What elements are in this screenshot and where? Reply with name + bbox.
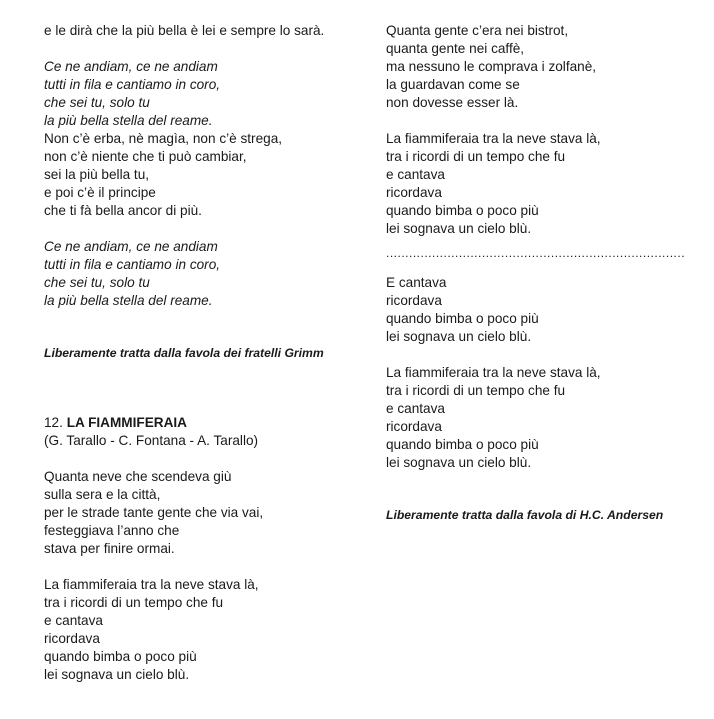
stanza-2: [386, 130, 696, 238]
lyric-line: Non c’è erba, nè magìa, non c’è strega,: [44, 131, 283, 146]
lyric-line: e cantava: [386, 401, 445, 416]
lyric-line: ricordava: [386, 419, 442, 434]
lyric-line: tutti in fila e cantiamo in coro,: [44, 257, 221, 272]
lyric-line: la guardavan come se: [386, 77, 520, 92]
credit-andersen: Liberamente tratta dalla favola di H.C. Andersen: [386, 508, 664, 522]
lyric-line: E cantava: [386, 275, 447, 290]
lyric-line: Ce ne andiam, ce ne andiam: [44, 239, 218, 254]
lyric-line: e le dirà che la più bella è lei e sempre lo sarà.: [44, 23, 325, 38]
refrain-2: [44, 238, 364, 310]
lyric-line: quando bimba o poco più: [44, 649, 197, 664]
lyric-line: la più bella stella del reame.: [44, 293, 213, 308]
lyric-line: quanta gente nei caffè,: [386, 41, 525, 56]
stanza-4: [386, 364, 696, 472]
lyric-line: e cantava: [386, 167, 445, 182]
lyric-line: che ti fà bella ancor di più.: [44, 203, 202, 218]
lyric-line: Quanta neve che scendeva giù: [44, 469, 232, 484]
lyric-line: lei sognava un cielo blù.: [44, 667, 190, 682]
stanza-3: [386, 274, 696, 346]
lyric-line: che sei tu, solo tu: [44, 275, 150, 290]
lyric-line: lei sognava un cielo blù.: [386, 221, 532, 236]
left-column: [44, 22, 364, 684]
song-number: 12.: [44, 415, 63, 430]
lyric-line: tutti in fila e cantiamo in coro,: [44, 77, 221, 92]
lyric-line: La fiammiferaia tra la neve stava là,: [386, 131, 601, 146]
song-heading: [44, 414, 364, 432]
lyric-line: lei sognava un cielo blù.: [386, 455, 532, 470]
lyric-line: tra i ricordi di un tempo che fu: [44, 595, 224, 610]
lyric-line: La fiammiferaia tra la neve stava là,: [386, 365, 601, 380]
stanza-1: [44, 468, 364, 558]
lyric-line: tra i ricordi di un tempo che fu: [386, 149, 566, 164]
refrain-1: [44, 58, 364, 130]
lyric-line: ricordava: [386, 293, 442, 308]
lyric-line: quando bimba o poco più: [386, 311, 539, 326]
dotted-separator: ..............................................................................: [386, 246, 686, 260]
lyric-line: ricordava: [44, 631, 100, 646]
lyric-line: che sei tu, solo tu: [44, 95, 150, 110]
lyric-line: ma nessuno le comprava i zolfanè,: [386, 59, 597, 74]
verse: [44, 130, 364, 220]
lyric-line: quando bimba o poco più: [386, 203, 539, 218]
stanza-1: [386, 22, 696, 112]
lyric-line: Ce ne andiam, ce ne andiam: [44, 59, 218, 74]
lyric-line: Quanta gente c’era nei bistrot,: [386, 23, 569, 38]
credit-grimm: Liberamente tratta dalla favola dei fratelli Grimm: [44, 346, 324, 360]
song-title: LA FIAMMIFERAIA: [66, 415, 187, 430]
lyric-line: La fiammiferaia tra la neve stava là,: [44, 577, 259, 592]
lyric-line: non c’è niente che ti può cambiar,: [44, 149, 247, 164]
lyric-line: non dovesse esser là.: [386, 95, 519, 110]
song-authors: (G. Tarallo - C. Fontana - A. Tarallo): [44, 433, 259, 448]
lyric-line: lei sognava un cielo blù.: [386, 329, 532, 344]
lyric-line: e poi c’è il principe: [44, 185, 156, 200]
right-column: [386, 22, 696, 522]
lyric-line: tra i ricordi di un tempo che fu: [386, 383, 566, 398]
lyric-line: quando bimba o poco più: [386, 437, 539, 452]
lyric-line: sei la più bella tu,: [44, 167, 150, 182]
lyric-line: ricordava: [386, 185, 442, 200]
lyric-line: sulla sera e la città,: [44, 487, 161, 502]
lyric-line: per le strade tante gente che via vai,: [44, 505, 264, 520]
lyric-line: la più bella stella del reame.: [44, 113, 213, 128]
lyric-line: stava per finire ormai.: [44, 541, 175, 556]
lyric-line: festeggiava l’anno che: [44, 523, 180, 538]
stanza-2: [44, 576, 364, 684]
lyric-line: e cantava: [44, 613, 103, 628]
